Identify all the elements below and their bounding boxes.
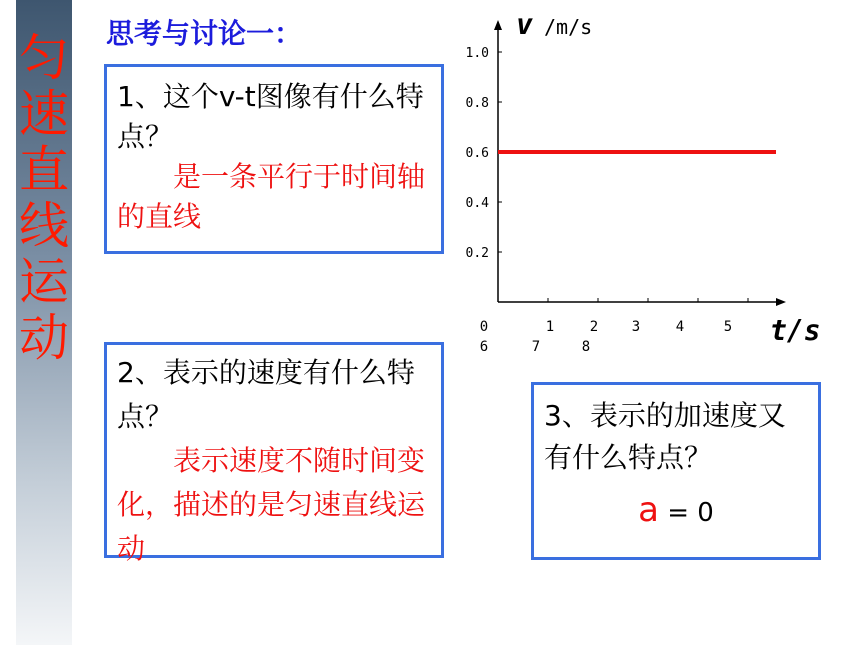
x-tick-label: 2 bbox=[589, 319, 599, 335]
answer-1-text: 是一条平行于时间轴的直线 bbox=[117, 160, 426, 233]
x-tick-label: 0 bbox=[479, 319, 489, 335]
x-tick-label: 6 bbox=[479, 339, 489, 355]
side-title-char: 运 bbox=[19, 253, 69, 311]
x-tick-label: 4 bbox=[675, 319, 685, 335]
acceleration-symbol: a bbox=[638, 490, 659, 530]
y-tick-label: 0.2 bbox=[465, 246, 489, 261]
y-tick-label: 0.8 bbox=[465, 96, 489, 111]
acceleration-value: = 0 bbox=[667, 498, 714, 528]
y-axis-unit-label: /m/s bbox=[544, 15, 593, 39]
answer-2-text: 表示速度不随时间变化，描述的是匀速直线运动 bbox=[117, 444, 426, 565]
x-tick-label: 7 bbox=[531, 339, 541, 355]
side-title-char: 速 bbox=[19, 85, 69, 143]
question-box-2 bbox=[104, 342, 444, 565]
x-tick-label: 1 bbox=[545, 319, 555, 335]
question-2-text: 2、表示的速度有什么特点？ bbox=[117, 356, 415, 433]
y-tick-label: 1.0 bbox=[465, 46, 489, 61]
x-tick-label: 5 bbox=[723, 319, 733, 335]
y-axis-arrow bbox=[494, 20, 502, 30]
discussion-heading: 思考与讨论一： bbox=[106, 17, 303, 50]
question-box-1 bbox=[104, 64, 444, 254]
side-title-char: 匀 bbox=[19, 29, 69, 87]
x-tick-label: 3 bbox=[631, 319, 641, 335]
question-1-text: 1、这个v-t图像有什么特点？ bbox=[117, 80, 424, 153]
side-title-char: 动 bbox=[19, 309, 69, 367]
side-title-char: 直 bbox=[19, 141, 69, 199]
question-3-text: 3、表示的加速度又有什么特点？ bbox=[544, 399, 786, 474]
question-box-3 bbox=[531, 382, 821, 560]
x-axis-label: t/s bbox=[770, 314, 821, 347]
acceleration-equation bbox=[544, 489, 808, 534]
y-tick-label: 0.6 bbox=[465, 146, 489, 161]
x-tick-label: 8 bbox=[581, 339, 591, 355]
side-title-char: 线 bbox=[19, 197, 69, 255]
y-tick-label: 0.4 bbox=[465, 196, 489, 211]
y-axis-var-label: v bbox=[516, 8, 533, 41]
x-axis-arrow bbox=[776, 298, 786, 306]
side-title bbox=[16, 30, 72, 366]
